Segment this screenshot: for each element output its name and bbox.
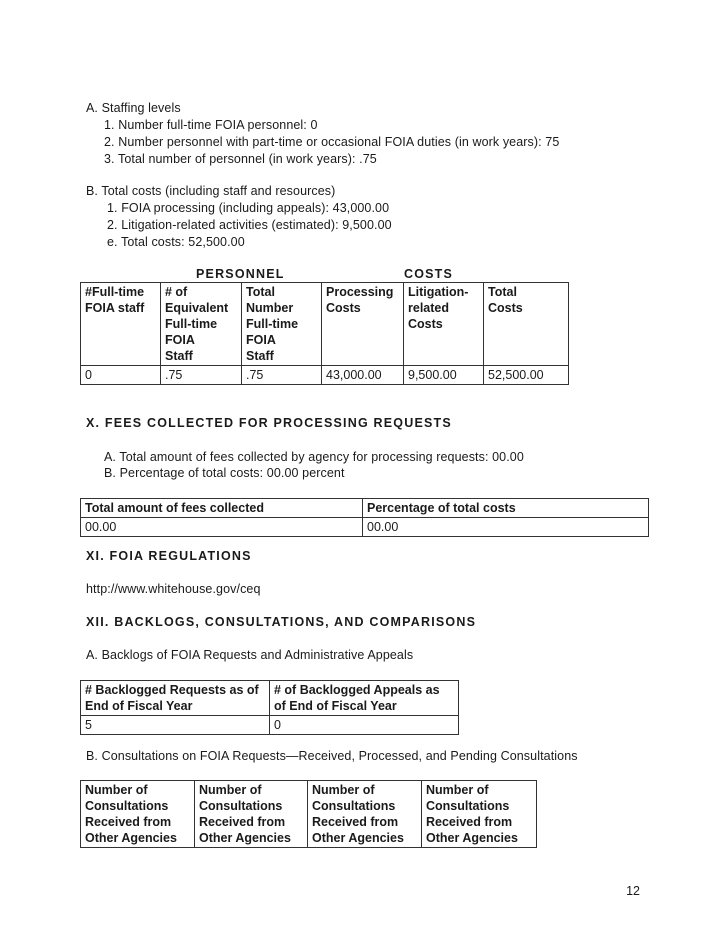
table-cell: 0 xyxy=(270,716,459,735)
costs-group-label: COSTS xyxy=(404,267,454,281)
costs-item: e. Total costs: 52,500.00 xyxy=(107,235,245,249)
header-consultations: Number of Consultations Received from Other Agencies xyxy=(308,781,422,848)
table-cell: .75 xyxy=(161,366,242,385)
header-consultations: Number of Consultations Received from Other Agencies xyxy=(81,781,195,848)
regulations-heading: XI. FOIA REGULATIONS xyxy=(86,549,252,563)
staffing-item: 2. Number personnel with part-time or occasional FOIA duties (in work years): 75 xyxy=(104,135,560,149)
costs-item: 2. Litigation-related activities (estimated): 9,500.00 xyxy=(107,218,392,232)
backlogs-a-title: A. Backlogs of FOIA Requests and Administrative Appeals xyxy=(86,648,414,662)
staffing-item: 1. Number full-time FOIA personnel: 0 xyxy=(104,118,318,132)
table-header-row xyxy=(81,499,649,518)
table-cell: 52,500.00 xyxy=(484,366,569,385)
header-processing-costs: Processing Costs xyxy=(322,283,404,366)
costs-title: B. Total costs (including staff and resources) xyxy=(86,184,336,198)
costs-item: 1. FOIA processing (including appeals): 43,000.00 xyxy=(107,201,390,215)
table-cell: 00.00 xyxy=(81,518,363,537)
table-header-row xyxy=(81,283,569,366)
header-backlogged-appeals: # of Backlogged Appeals as of End of Fiscal Year xyxy=(270,681,459,716)
fees-table xyxy=(80,498,649,537)
table-cell: 00.00 xyxy=(363,518,649,537)
header-total-fees: Total amount of fees collected xyxy=(81,499,363,518)
table-cell: 5 xyxy=(81,716,270,735)
table-cell: 43,000.00 xyxy=(322,366,404,385)
header-backlogged-requests: # Backlogged Requests as of End of Fiscal Year xyxy=(81,681,270,716)
table-header-row xyxy=(81,681,459,716)
header-equivalent-staff: # of Equivalent Full-time FOIA Staff xyxy=(161,283,242,366)
backlogs-heading: XII. BACKLOGS, CONSULTATIONS, AND COMPARISONS xyxy=(86,615,477,629)
fees-heading: X. FEES COLLECTED FOR PROCESSING REQUESTS xyxy=(86,416,452,430)
table-row xyxy=(81,366,569,385)
consultations-table xyxy=(80,780,537,848)
header-fulltime-staff: #Full-time FOIA staff xyxy=(81,283,161,366)
backlogs-b-title: B. Consultations on FOIA Requests—Received, Processed, and Pending Consultations xyxy=(86,749,578,763)
table-row xyxy=(81,716,459,735)
header-consultations: Number of Consultations Received from Other Agencies xyxy=(195,781,308,848)
backlogs-table xyxy=(80,680,459,735)
header-percentage: Percentage of total costs xyxy=(363,499,649,518)
header-total-staff: Total Number Full-time FOIA Staff xyxy=(242,283,322,366)
table-cell: 0 xyxy=(81,366,161,385)
regulations-link[interactable]: http://www.whitehouse.gov/ceq xyxy=(86,582,261,596)
table-cell: .75 xyxy=(242,366,322,385)
header-consultations: Number of Consultations Received from Other Agencies xyxy=(422,781,537,848)
table-row xyxy=(81,518,649,537)
page-number: 12 xyxy=(626,884,640,898)
header-litigation-costs: Litigation- related Costs xyxy=(404,283,484,366)
personnel-group-label: PERSONNEL xyxy=(196,267,285,281)
table-header-row xyxy=(81,781,537,848)
table-cell: 9,500.00 xyxy=(404,366,484,385)
staffing-item: 3. Total number of personnel (in work years): .75 xyxy=(104,152,377,166)
fees-item: A. Total amount of fees collected by agency for processing requests: 00.00 xyxy=(104,450,524,464)
staffing-title: A. Staffing levels xyxy=(86,101,181,115)
personnel-costs-table xyxy=(80,282,569,385)
fees-item: B. Percentage of total costs: 00.00 percent xyxy=(104,466,345,480)
header-total-costs: Total Costs xyxy=(484,283,569,366)
